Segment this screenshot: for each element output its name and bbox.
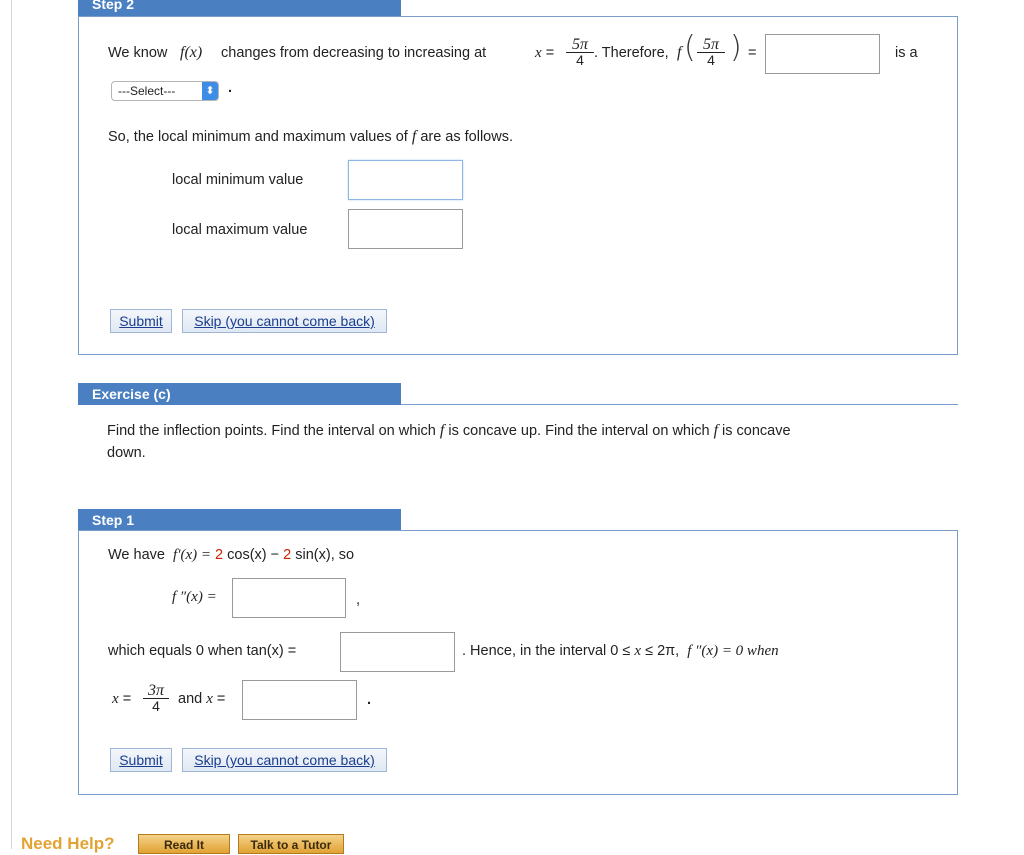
tan-input[interactable] (340, 632, 455, 672)
step2-fraction-2 (697, 38, 725, 67)
step2-frac-den: 4 (576, 52, 584, 68)
step1-frac-num: 3π (143, 684, 169, 699)
step1-x-eq: x = (112, 691, 132, 707)
step1-fraction (143, 684, 169, 713)
step1-tab-label: Step 1 (92, 512, 135, 528)
exercise-c-line2: down. (107, 445, 146, 461)
step1-submit-button[interactable]: Submit (110, 748, 172, 772)
step1-and-x: and x = (178, 691, 226, 707)
left-border (11, 0, 12, 849)
exercise-c-divider (401, 404, 958, 405)
step1-which-equals: which equals 0 when tan(x) = (108, 643, 297, 659)
step2-select-value: ---Select--- (118, 84, 176, 98)
step2-we-know: We know (108, 45, 168, 61)
step1-tab (78, 509, 401, 531)
step2-equals: = (748, 45, 757, 61)
fdouble-input[interactable] (232, 578, 346, 618)
step2-is-a: is a (895, 45, 918, 61)
step1-fdouble-label: f ″(x) = (172, 589, 217, 605)
step2-tab-label: Step 2 (92, 0, 135, 12)
step1-hence: . Hence, in the interval 0 ≤ x ≤ 2π, f ″(x) = 0 when (462, 643, 779, 659)
step2-so-text: So, the local minimum and maximum values of f are as follows. (108, 128, 513, 145)
local-max-input[interactable] (348, 209, 463, 249)
step2-submit-button[interactable]: Submit (110, 309, 172, 333)
step2-right-paren: ) (730, 30, 742, 65)
step2-frac2-den: 4 (707, 52, 715, 68)
step2-frac-num: 5π (566, 38, 594, 53)
step1-skip-button[interactable]: Skip (you cannot come back) (182, 748, 387, 772)
step2-sentence-mid: changes from decreasing to increasing at (221, 45, 487, 61)
read-it-button[interactable]: Read It (138, 834, 230, 854)
local-max-label: local maximum value (172, 222, 308, 238)
step2-select-dropdown[interactable] (111, 81, 219, 101)
step1-we-have: We have f′(x) = 2 cos(x) − 2 sin(x), so (108, 547, 355, 563)
need-help-label: Need Help? (21, 834, 115, 853)
step2-therefore: . Therefore, (594, 45, 669, 61)
x-value-input[interactable] (242, 680, 357, 720)
step1-comma: , (356, 592, 361, 608)
exercise-c-line1: Find the inflection points. Find the interval on which f is concave up. Find the interval on which f is concave (107, 422, 791, 439)
exercise-c-tab-label: Exercise (c) (92, 386, 171, 402)
local-min-label: local minimum value (172, 172, 304, 188)
step2-select-period: . (228, 80, 233, 96)
step2-skip-button[interactable]: Skip (you cannot come back) (182, 309, 387, 333)
talk-to-tutor-button[interactable]: Talk to a Tutor (238, 834, 344, 854)
exercise-c-tab (78, 383, 401, 405)
step2-left-paren: ( (684, 30, 696, 65)
step2-fx: f(x) (180, 44, 203, 61)
step2-f: f (677, 44, 682, 61)
local-min-input[interactable] (348, 160, 463, 200)
step2-x-eq: x = (535, 45, 555, 61)
step1-period: . (367, 692, 372, 708)
step2-f-value-input[interactable] (765, 34, 880, 74)
chevron-updown-icon: ⬍ (202, 82, 218, 100)
step1-frac-den: 4 (152, 698, 160, 714)
step2-tab (78, 0, 401, 16)
step2-fraction (566, 38, 594, 67)
step2-frac2-num: 5π (697, 38, 725, 53)
